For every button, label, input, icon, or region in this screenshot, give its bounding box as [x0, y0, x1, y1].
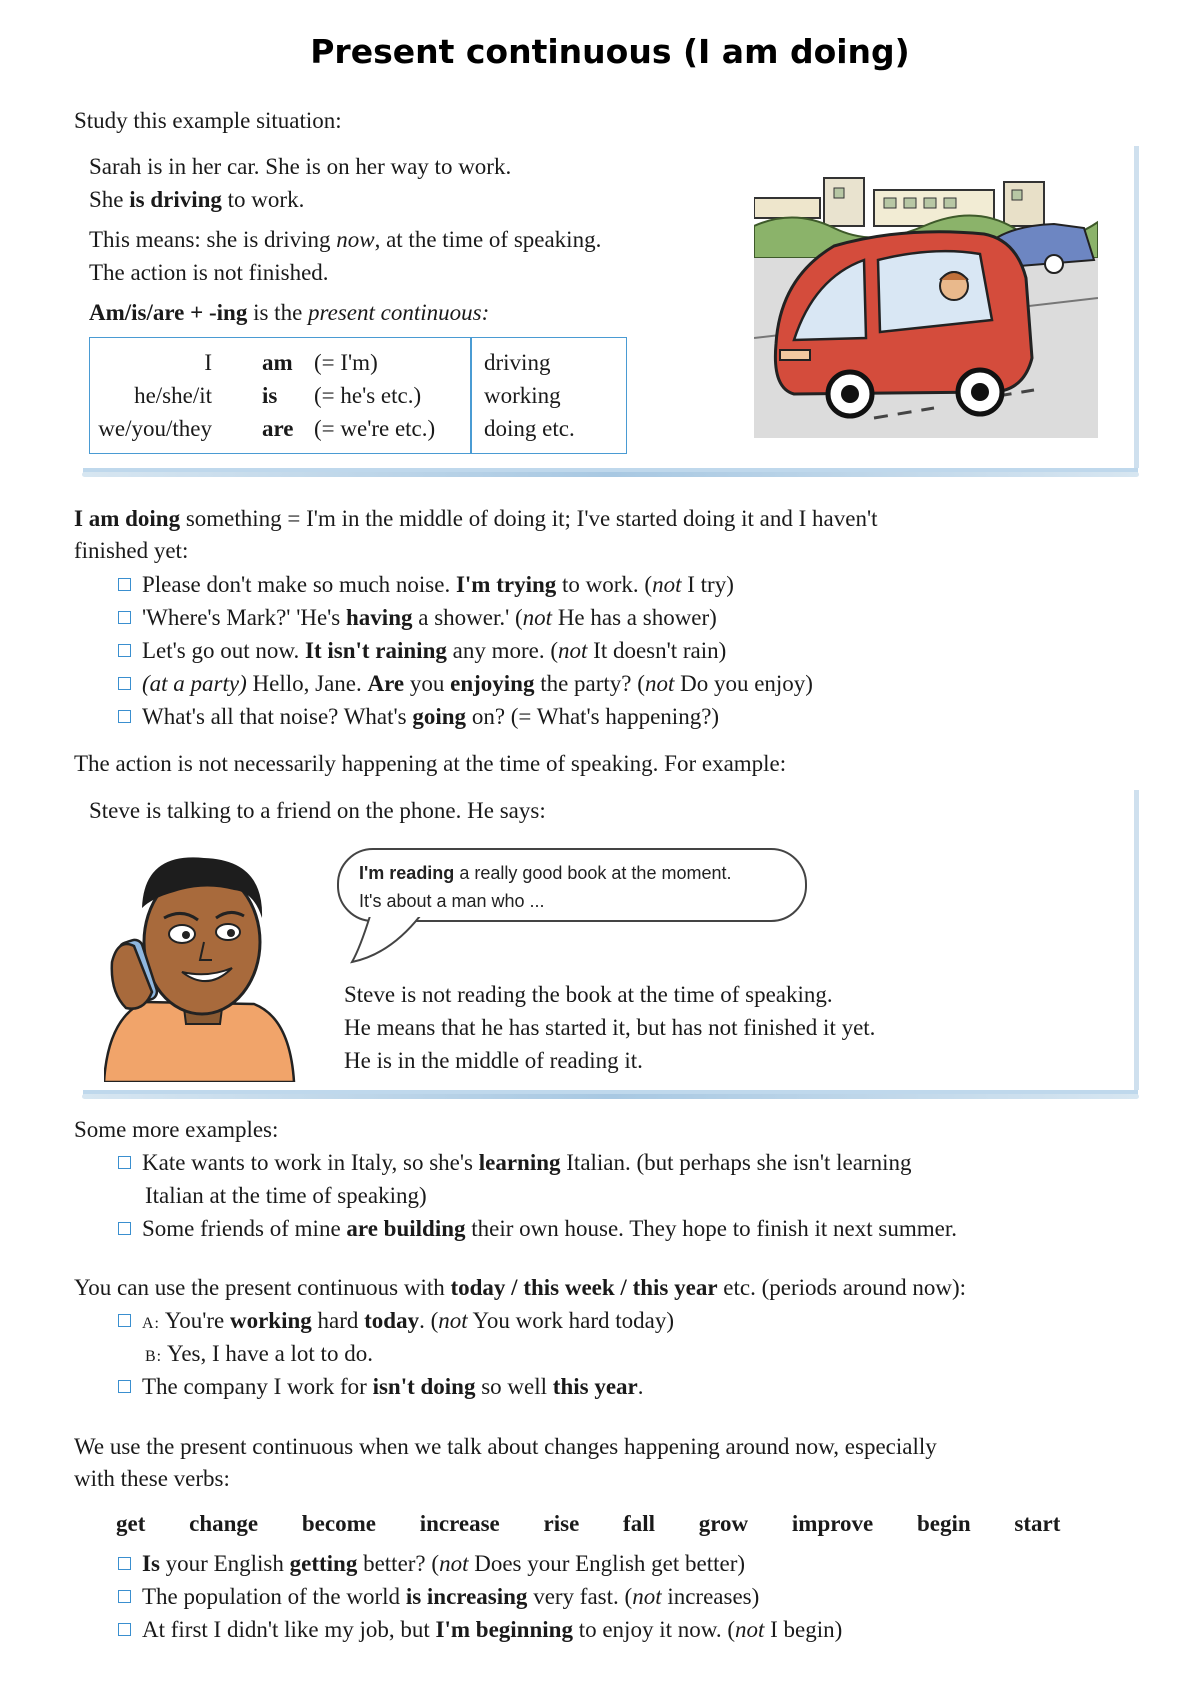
list-item: Is your English getting better? (not Does your English get better): [118, 1547, 842, 1580]
list-item-continued: Italian at the time of speaking): [145, 1183, 427, 1208]
verb: get: [116, 1511, 146, 1536]
table-form: driving: [484, 350, 551, 375]
table-verb: is: [262, 383, 278, 408]
sarah-line-2: She is driving to work.: [89, 187, 305, 212]
verb: rise: [543, 1511, 580, 1536]
study-intro: Study this example situation:: [74, 108, 342, 133]
verb-list: [116, 1507, 1098, 1540]
verb: begin: [916, 1511, 971, 1536]
list-item: (at a party) Hello, Jane. Are you enjoying the party? (not Do you enjoy): [118, 667, 813, 700]
list-item: Let's go out now. It isn't raining any more. (not It doesn't rain): [118, 634, 813, 667]
verb: become: [301, 1511, 376, 1536]
page-title: Present continuous (I am doing): [310, 32, 910, 71]
checkbox-icon: [118, 1623, 131, 1636]
list-item-reply: B: Yes, I have a lot to do.: [145, 1341, 373, 1366]
checkbox-icon: [118, 1156, 131, 1169]
list-item: Some friends of mine are building their own house. They hope to finish it next summer.: [118, 1212, 957, 1245]
example-list-d: [118, 1146, 957, 1245]
example-list-f: [118, 1547, 842, 1646]
changes-intro: We use the present continuous when we talk about changes happening around now, especially with these verbs:: [74, 1434, 937, 1491]
list-item: The company I work for isn't doing so well this year.: [118, 1370, 674, 1403]
speech-bubble: I'm reading a really good book at the moment. It's about a man who ...: [337, 848, 807, 922]
list-item: Please don't make so much noise. I'm trying to work. (not I try): [118, 568, 813, 601]
more-examples-intro: Some more examples:: [74, 1117, 279, 1142]
time-periods-intro: You can use the present continuous with today / this week / this year etc. (periods around now):: [74, 1275, 966, 1300]
not-necessarily-intro: The action is not necessarily happening at the time of speaking. For example:: [74, 751, 787, 776]
table-form: working: [484, 383, 561, 408]
car-illustration: [754, 168, 1098, 438]
verb: fall: [623, 1511, 655, 1536]
list-item: 'Where's Mark?' 'He's having a shower.' (not He has a shower): [118, 601, 813, 634]
checkbox-icon: [118, 611, 131, 624]
checkbox-icon: [118, 644, 131, 657]
list-item: The population of the world is increasing very fast. (not increases): [118, 1580, 842, 1613]
table-contraction: (= I'm): [314, 350, 378, 375]
table-verb: are: [262, 416, 294, 441]
verb: start: [1014, 1511, 1061, 1536]
not-finished-line: The action is not finished.: [89, 260, 329, 285]
table-contraction: (= he's etc.): [314, 383, 422, 408]
list-item: A: You're working hard today. (not You work hard today): [118, 1304, 674, 1337]
verb: improve: [791, 1511, 874, 1536]
table-form: doing etc.: [484, 416, 575, 441]
table-subject: we/you/they: [98, 416, 212, 441]
steve-explanation: Steve is not reading the book at the time of speaking. He means that he has started it, but has not finished it yet. He is in the middle of reading it.: [344, 982, 876, 1073]
sarah-line-1: Sarah is in her car. She is on her way to work.: [89, 154, 512, 179]
speech-bubble-tail: [350, 914, 440, 966]
checkbox-icon: [118, 1557, 131, 1570]
meaning-line: This means: she is driving now, at the time of speaking.: [89, 227, 602, 252]
checkbox-icon: [118, 578, 131, 591]
table-subject: I: [204, 350, 212, 375]
table-contraction: (= we're etc.): [314, 416, 436, 441]
example-list-e: [118, 1304, 674, 1403]
checkbox-icon: [118, 1380, 131, 1393]
verb: grow: [698, 1511, 749, 1536]
list-item: At first I didn't like my job, but I'm beginning to enjoy it now. (not I begin): [118, 1613, 842, 1646]
steve-intro: Steve is talking to a friend on the phone. He says:: [89, 798, 546, 823]
checkbox-icon: [118, 1222, 131, 1235]
list-item: What's all that noise? What's going on? (= What's happening?): [118, 700, 813, 733]
checkbox-icon: [118, 677, 131, 690]
table-verb: am: [262, 350, 293, 375]
checkbox-icon: [118, 710, 131, 723]
form-rule-line: Am/is/are + -ing is the present continuous:: [89, 300, 490, 325]
conjugation-table: [89, 337, 627, 454]
verb: change: [189, 1511, 259, 1536]
example-list-b: [118, 568, 813, 733]
definition-paragraph: I am doing something = I'm in the middle of doing it; I've started doing it and I haven't finished yet:: [74, 506, 878, 563]
checkbox-icon: [118, 1590, 131, 1603]
list-item: Kate wants to work in Italy, so she's learning Italian. (but perhaps she isn't learning: [118, 1146, 957, 1179]
checkbox-icon: [118, 1314, 131, 1327]
table-subject: he/she/it: [134, 383, 212, 408]
man-on-phone-illustration: [104, 842, 296, 1082]
verb: increase: [419, 1511, 500, 1536]
